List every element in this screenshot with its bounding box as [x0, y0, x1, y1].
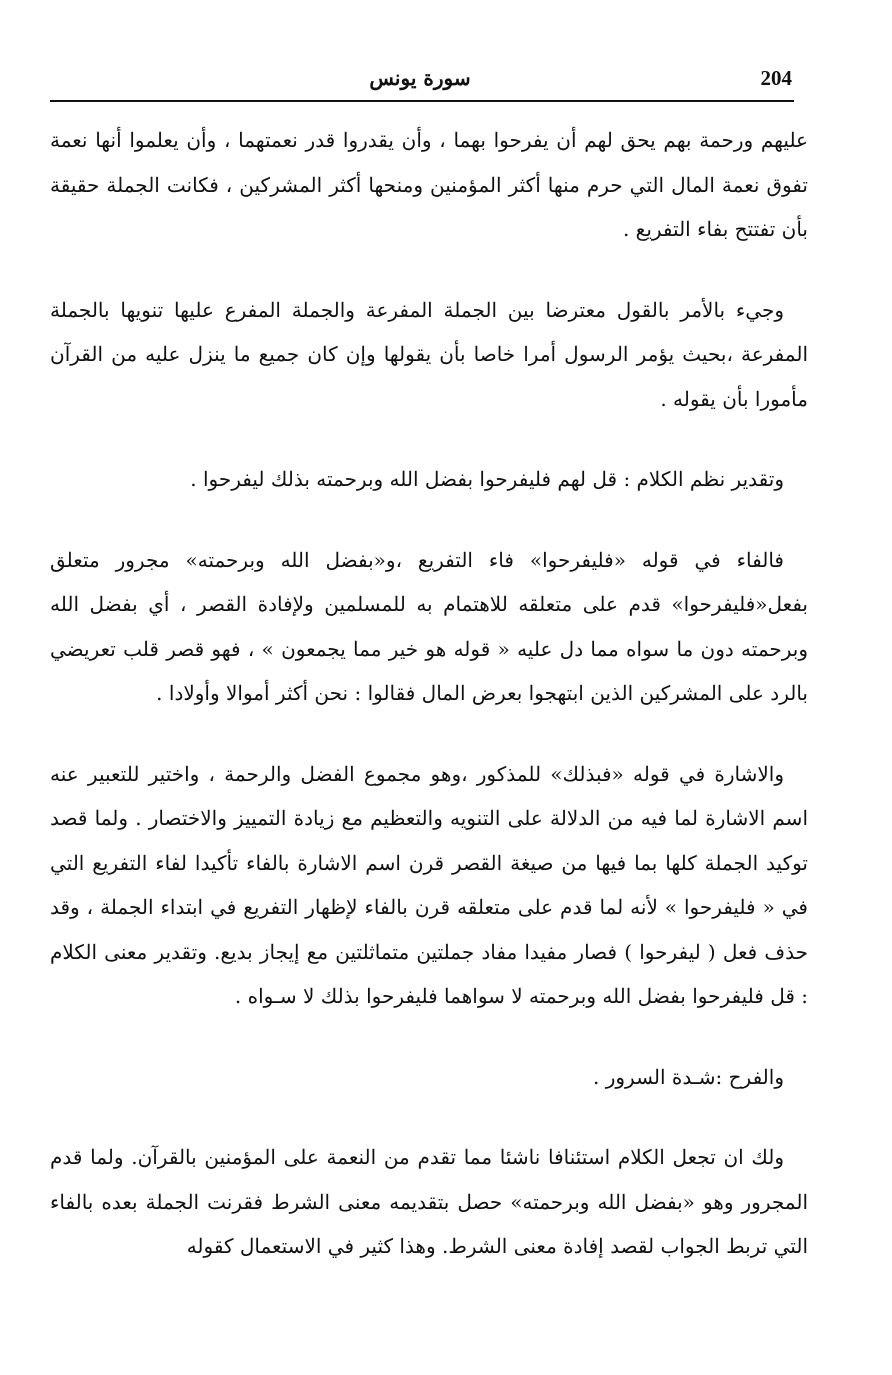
- paragraph-gap: [50, 252, 808, 288]
- header-rule: [50, 100, 794, 102]
- page-header: [48, 62, 792, 98]
- paragraph-gap: [50, 1099, 808, 1135]
- paragraph-3: وتقدير نظم الكلام : قل لهم فليفرحوا بفضل الله وبرحمته بذلك ليفرحوا .: [190, 467, 784, 491]
- paragraph-7: ولك ان تجعل الكلام استئنافا ناشئا مما تقدم من النعمة على المؤمنين بالقرآن. ولما قدم المجرور وهو «بفضل الله وبرحمته» حصل بتقديمه معنى الشرط فقرنت الجملة بعده بالفاء التي تربط الجواب لقصد إفادة معنى الشرط. وهذا كثير في الاستعمال كقوله: [50, 1145, 808, 1258]
- paragraph-4: فالفاء في قوله «فليفرحوا» فاء التفريع ،و«بفضل الله وبرحمته» مجرور متعلق بفعل«فليفرحوا» قدم على متعلقه للاهتمام به للمسلمين ولإفادة القصر ، أي بفضل الله وبرحمته دون ما سواه مما دل عليه « قوله هو خير مما يجمعون » ، فهو قصر قلب تعريضي بالرد على المشركين الذين ابتهجوا بعرض المال فقالوا : نحن أكثر أموالا وأولادا .: [50, 547, 808, 705]
- page-body: [50, 118, 808, 1269]
- paragraph-6: والفرح :شـدة السرور .: [593, 1064, 784, 1089]
- page-number: 204: [760, 66, 792, 90]
- paragraph-5: والاشارة في قوله «فبذلك» للمذكور ،وهو مجموع الفضل والرحمة ، واختير للتعبير عنه اسم الاشارة لما فيه من الدلالة على التنويه والتعظيم مع زيادة التمييز والاختصار . ولما قصد توكيد الجملة كلها بما فيها من صيغة القصر قرن اسم الاشارة بالفاء تأكيدا لفاء التفريع التي في « فليفرحوا » لأنه لما قدم على متعلقه قرن بالفاء لإظهار التفريع في ابتداء الجملة ، وقد حذف فعل ( ليفرحوا ) فصار مفيدا مفاد جملتين متماثلتين مع إيجاز بديع. وتقدير معنى الكلام : قل فليفرحوا بفضل الله وبرحمته لا سواهما فليفرحوا بذلك لا سـواه .: [50, 761, 808, 1008]
- paragraph-2: وجيء بالأمر بالقول معترضا بين الجملة المفرعة والجملة المفرع عليها تنويها بالجملة المفرعة ،بحيث يؤمر الرسول أمرا خاصا بأن يقولها وإن كان جميع ما ينزل عليه من القرآن مأمورا بأن يقوله .: [50, 297, 808, 411]
- surah-title: سورة يونس: [369, 66, 471, 90]
- paragraph-gap: [50, 502, 808, 538]
- paragraph-gap: [50, 1019, 808, 1055]
- paragraph-gap: [50, 716, 808, 752]
- paragraph-1: عليهم ورحمة بهم يحق لهم أن يفرحوا بهما ، وأن يقدروا قدر نعمتهما ، وأن يعلموا أنها نعمة تفوق نعمة المال التي حرم منها أكثر المؤمنين ومنحها أكثر المشركين ، فكانت الجملة حقيقة بأن تفتتح بفاء التفريع .: [50, 128, 808, 241]
- paragraph-gap: [50, 421, 808, 457]
